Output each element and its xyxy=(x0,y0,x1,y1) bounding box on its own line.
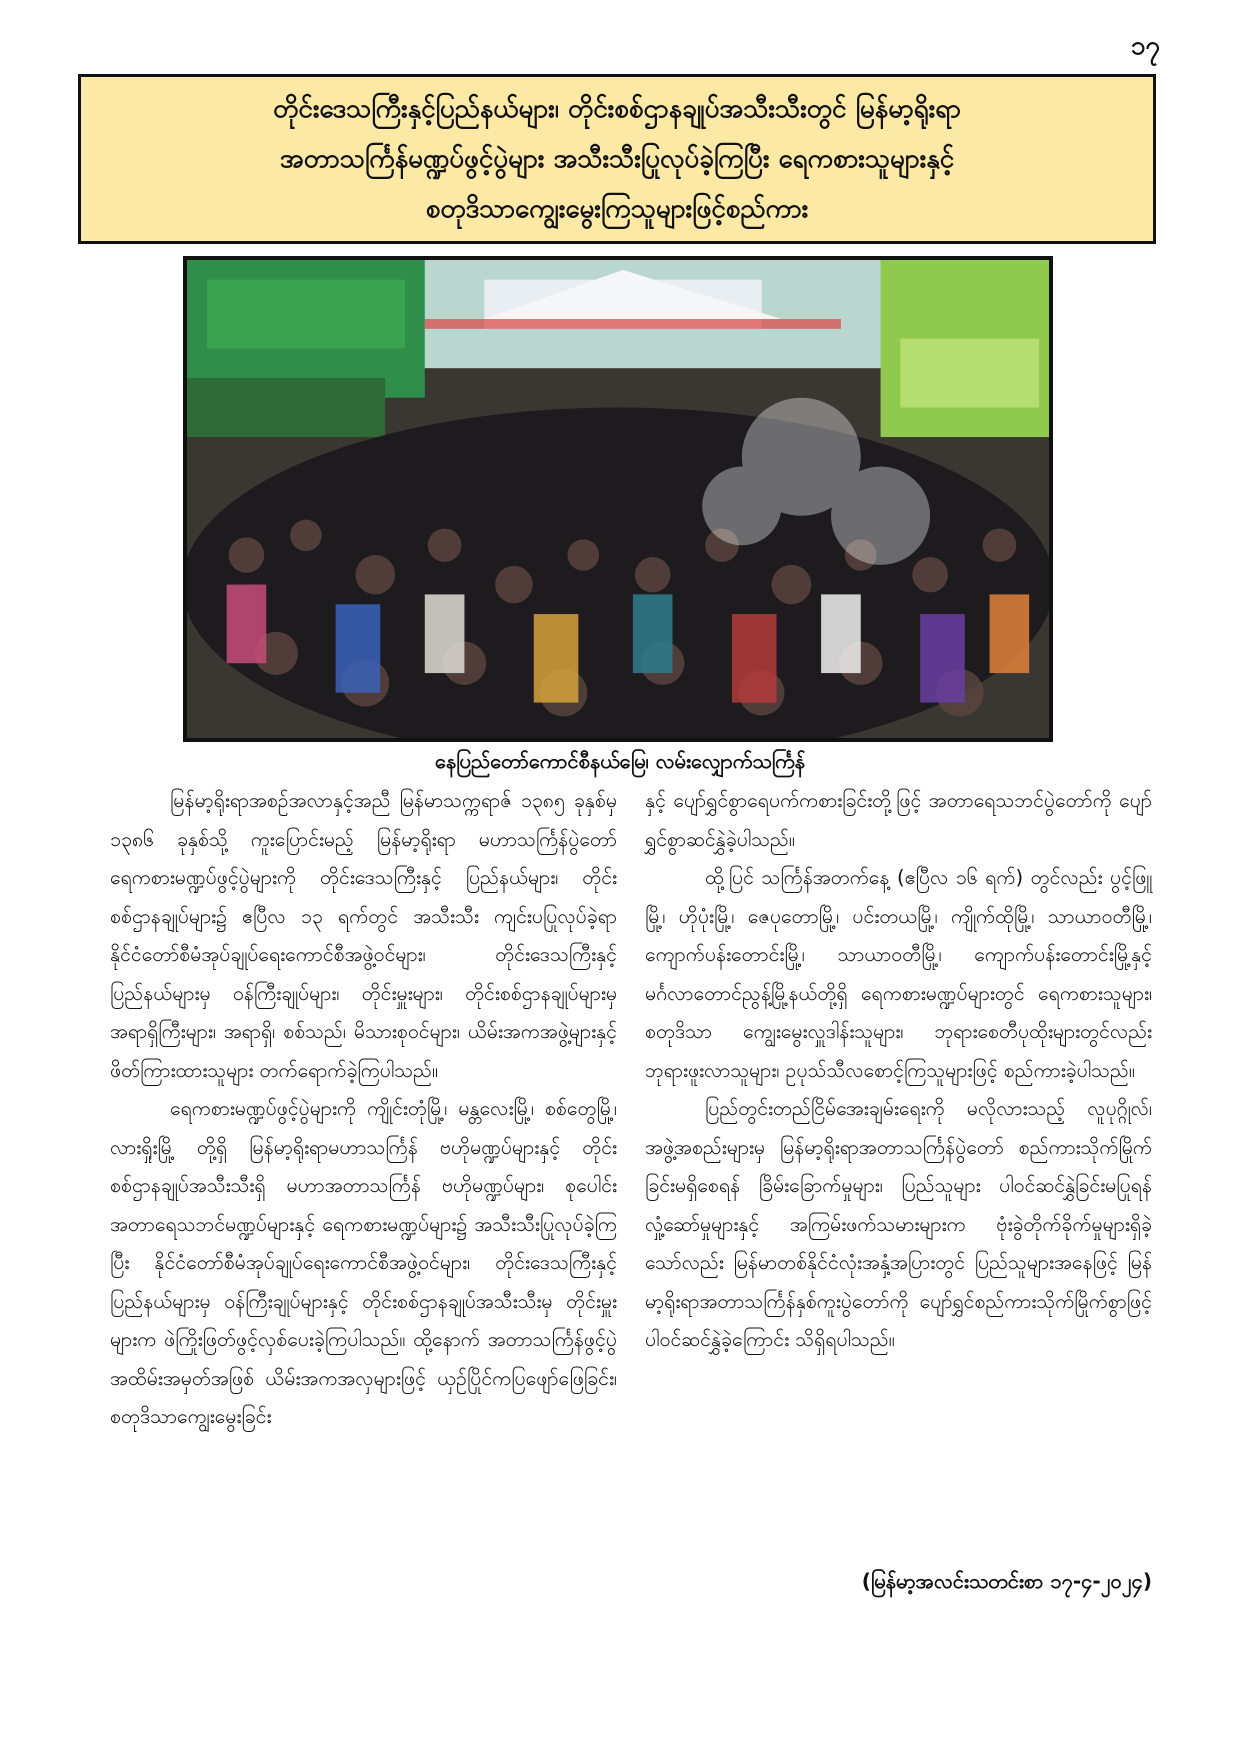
headline-line-3: စတုဒိသာကျွေးမွေးကြသူများဖြင့်စည်ကား xyxy=(425,194,809,224)
article-paragraph: နှင့် ပျော်ရွှင်စွာရေပက်ကစားခြင်းတို့ဖြင့် အတာရေသဘင်ပွဲတော်ကို ပျော်ရွှင်စွာဆင်နွှဲခဲ့ပါသည်။ xyxy=(645,789,1152,851)
headline-line-1: တိုင်းဒေသကြီးနှင့်ပြည်နယ်များ၊ တိုင်းစစ်ဌာနချုပ်အသီးသီးတွင် မြန်မာ့ရိုးရာ xyxy=(273,94,961,124)
article-paragraph: မြန်မာ့ရိုးရာအစဉ်အလာနှင့်အညီ မြန်မာသက္ကရာဇ် ၁၃၈၅ ခုနှစ်မှ ၁၃၈၆ ခုနှစ်သို့ ကူးပြောင်းမည့် မြန်မာ့ရိုးရာ မဟာသင်္ကြန်ပွဲတော် ရေကစားမဏ္ဍပ်ဖွင့်ပွဲများကို တိုင်းဒေသကြီးနှင့် ပြည်နယ်များ၊ တိုင်းစစ်ဌာနချုပ်များ၌ ဧပြီလ ၁၃ ရက်တွင် အသီးသီး ကျင်းပပြုလုပ်ခဲ့ရာ နိုင်ငံတော်စီမံအုပ်ချုပ်ရေးကောင်စီအဖွဲ့ဝင်များ၊ တိုင်းဒေသကြီးနှင့် ပြည်နယ်များမှ ဝန်ကြီးချုပ်များ၊ တိုင်းမှူးများ၊ တိုင်းစစ်ဌာနချုပ်များမှ အရာရှိကြီးများ၊ အရာရှိ၊ စစ်သည်၊ မိသားစုဝင်များ၊ ယိမ်းအကအဖွဲ့များနှင့် ဖိတ်ကြားထားသူများ တက်ရောက်ခဲ့ကြပါသည်။ xyxy=(110,789,617,1082)
headline-box xyxy=(78,74,1156,244)
article-paragraph: ရေကစားမဏ္ဍပ်ဖွင့်ပွဲများကို ကျိုင်းတုံမြို့၊ မန္တလေးမြို့၊ စစ်တွေမြို့၊ လားရှိုးမြို့ တို့ရှိ မြန်မာ့ရိုးရာမဟာသင်္ကြန် ဗဟိုမဏ္ဍပ်များနှင့် တိုင်းစစ်ဌာနချုပ်အသီးသီးရှိ မဟာအတာသင်္ကြန် ဗဟိုမဏ္ဍပ်များ၊ စုပေါင်းအတာရေသဘင်မဏ္ဍပ်များနှင့် ရေကစားမဏ္ဍပ်များ၌ အသီးသီးပြုလုပ်ခဲ့ကြပြီး နိုင်ငံတော်စီမံအုပ်ချုပ်ရေးကောင်စီအဖွဲ့ဝင်များ၊ တိုင်းဒေသကြီးနှင့် ပြည်နယ်များမှ ဝန်ကြီးချုပ်များနှင့် တိုင်းစစ်ဌာနချုပ်အသီးသီးမှ တိုင်းမှူးများက ဖဲကြိုးဖြတ်ဖွင့်လှစ်ပေးခဲ့ကြပါသည်။ ထို့နောက် အတာသင်္ကြန်ဖွင့်ပွဲ အထိမ်းအမှတ်အဖြစ် ယိမ်းအကအလှများဖြင့် ယှဉ်ပြိုင်ကပြဖျော်ဖြေခြင်း၊ စတုဒိသာကျွေးမွေးခြင်း xyxy=(110,1097,617,1428)
source-citation: (မြန်မာ့အလင်းသတင်းစာ ၁၇-၄-၂၀၂၄) xyxy=(861,1569,1152,1593)
article-column-left xyxy=(110,782,617,1437)
article-paragraph: ပြည်တွင်းတည်ငြိမ်အေးချမ်းရေးကို မလိုလားသည့် လူပုဂ္ဂိုလ်၊ အဖွဲ့အစည်းများမှ မြန်မာ့ရိုးရာအတာသင်္ကြန်ပွဲတော် စည်ကားသိုက်မြိုက်ခြင်းမရှိစေရန် ခြိမ်းခြောက်မှုများ၊ ပြည်သူများ ပါဝင်ဆင်နွှဲခြင်းမပြုရန် လှုံ့ဆော်မှုများနှင့် အကြမ်းဖက်သမားများက ဗုံးခွဲတိုက်ခိုက်မှုများရှိခဲ့သော်လည်း မြန်မာတစ်နိုင်ငံလုံးအနှံ့အပြားတွင် ပြည်သူများအနေဖြင့် မြန်မာ့ရိုးရာအတာသင်္ကြန်နှစ်ကူးပွဲတော်ကို ပျော်ရွှင်စည်ကားသိုက်မြိုက်စွာဖြင့် ပါဝင်ဆင်နွှဲခဲ့ကြောင်း သိရှိရပါသည်။ xyxy=(645,1097,1152,1351)
news-photo xyxy=(183,256,1053,742)
article-column-right xyxy=(645,782,1152,1360)
page-number: ၁၇ xyxy=(1130,31,1160,61)
article-paragraph: ထို့ပြင် သင်္ကြန်အတက်နေ့ (ဧပြီလ ၁၆ ရက်) တွင်လည်း ပွင့်ဖြူမြို့၊ ဟိုပုံးမြို့၊ ဇေပုတောမြို့၊ ပင်းတယမြို့၊ ကျိုက်ထိုမြို့၊ သာယာဝတီမြို့၊ ကျောက်ပန်းတောင်းမြို့၊ သာယာဝတီမြို့၊ ကျောက်ပန်းတောင်းမြို့နှင့် မင်္ဂလာတောင်ညွန့်မြို့နယ်တို့ရှိ ရေကစားမဏ္ဍပ်များတွင် ရေကစားသူများ၊ စတုဒိသာ ကျွေးမွေးလှူဒါန်းသူများ၊ ဘုရားစေတီပုထိုးများတွင်လည်း ဘုရားဖူးလာသူများ၊ ဥပုသ်သီလစောင့်ကြသူများဖြင့် စည်ကားခဲ့ပါသည်။ xyxy=(645,866,1152,1082)
photo-caption: နေပြည်တော်ကောင်စီနယ်မြေ၊ လမ်းလျှောက်သင်္ကြန် xyxy=(434,749,805,773)
crowd-photo-illustration xyxy=(187,260,1049,738)
headline-line-2: အတာသင်္ကြန်မဏ္ဍပ်ဖွင့်ပွဲများ အသီးသီးပြုလုပ်ခဲ့ကြပြီး ရေကစားသူများနှင့် xyxy=(279,144,955,174)
